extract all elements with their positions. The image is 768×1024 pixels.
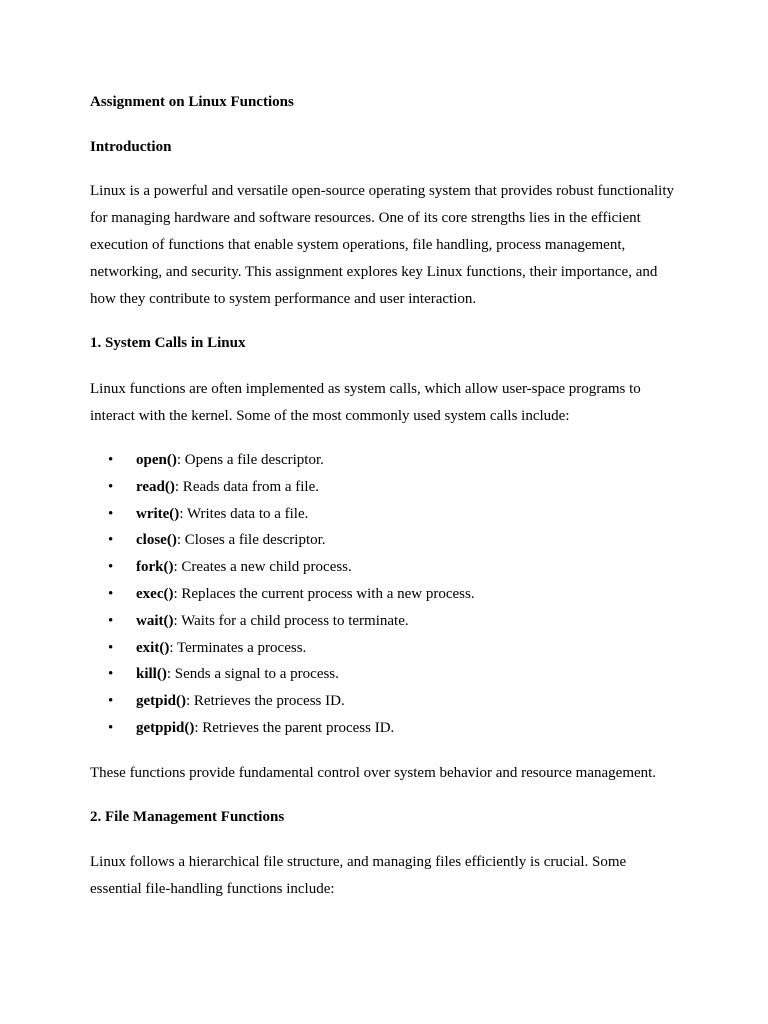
function-name: exec()	[136, 586, 174, 602]
list-item	[108, 718, 394, 738]
function-name: getpid()	[136, 693, 186, 709]
bullet-icon: •	[108, 452, 114, 468]
intro-line: for managing hardware and software resources. One of its core strengths lies in the efficient	[90, 210, 641, 226]
function-name: open()	[136, 452, 177, 468]
document-title: Assignment on Linux Functions	[90, 94, 294, 110]
function-desc: : Retrieves the parent process ID.	[194, 720, 395, 736]
function-name: close()	[136, 532, 177, 548]
function-name: wait()	[136, 613, 174, 629]
section1-heading: 1. System Calls in Linux	[90, 335, 246, 351]
function-desc: : Writes data to a file.	[179, 506, 309, 522]
bullet-icon: •	[108, 720, 114, 736]
bullet-icon: •	[108, 532, 114, 548]
intro-line: networking, and security. This assignment explores key Linux functions, their importance, and	[90, 264, 658, 280]
function-name: fork()	[136, 559, 174, 575]
function-name: kill()	[136, 666, 167, 682]
function-name: getppid()	[136, 720, 195, 736]
bullet-icon: •	[108, 666, 114, 682]
function-desc: : Terminates a process.	[169, 640, 307, 656]
function-desc: : Replaces the current process with a new process.	[173, 586, 475, 602]
list-item	[108, 638, 306, 658]
function-desc: : Retrieves the process ID.	[186, 693, 345, 709]
intro-line: Linux is a powerful and versatile open-source operating system that provides robust functionality	[90, 183, 675, 199]
bullet-icon: •	[108, 613, 114, 629]
intro-line: execution of functions that enable system operations, file handling, process management,	[90, 237, 626, 253]
intro-line: how they contribute to system performance and user interaction.	[90, 291, 477, 307]
bullet-icon: •	[108, 559, 114, 575]
function-desc: : Opens a file descriptor.	[176, 452, 324, 468]
list-item	[108, 584, 475, 604]
list-item	[108, 664, 339, 684]
list-item	[108, 557, 352, 577]
function-name: exit()	[136, 640, 170, 656]
section1-para-line: Linux functions are often implemented as system calls, which allow user-space programs to	[90, 381, 641, 397]
bullet-icon: •	[108, 693, 114, 709]
section2-heading: 2. File Management Functions	[90, 809, 285, 825]
list-item	[108, 504, 308, 524]
section2-para-line: Linux follows a hierarchical file structure, and managing files efficiently is crucial. Some	[90, 854, 627, 870]
function-desc: : Waits for a child process to terminate.	[173, 613, 409, 629]
function-name: read()	[136, 479, 175, 495]
list-item	[108, 611, 409, 631]
function-desc: : Closes a file descriptor.	[176, 532, 326, 548]
bullet-icon: •	[108, 640, 114, 656]
section1-closing: These functions provide fundamental control over system behavior and resource management.	[90, 765, 657, 781]
list-item	[108, 691, 345, 711]
list-item	[108, 450, 324, 470]
bullet-icon: •	[108, 586, 114, 602]
function-desc: : Sends a signal to a process.	[166, 666, 339, 682]
list-item	[108, 477, 319, 497]
list-item	[108, 530, 326, 550]
section1-para-line: interact with the kernel. Some of the most commonly used system calls include:	[90, 408, 570, 424]
bullet-icon: •	[108, 479, 114, 495]
function-name: write()	[136, 506, 180, 522]
function-desc: : Reads data from a file.	[174, 479, 320, 495]
function-desc: : Creates a new child process.	[173, 559, 352, 575]
bullet-icon: •	[108, 506, 114, 522]
section2-para-line: essential file-handling functions include:	[90, 881, 335, 897]
intro-heading: Introduction	[90, 139, 172, 155]
